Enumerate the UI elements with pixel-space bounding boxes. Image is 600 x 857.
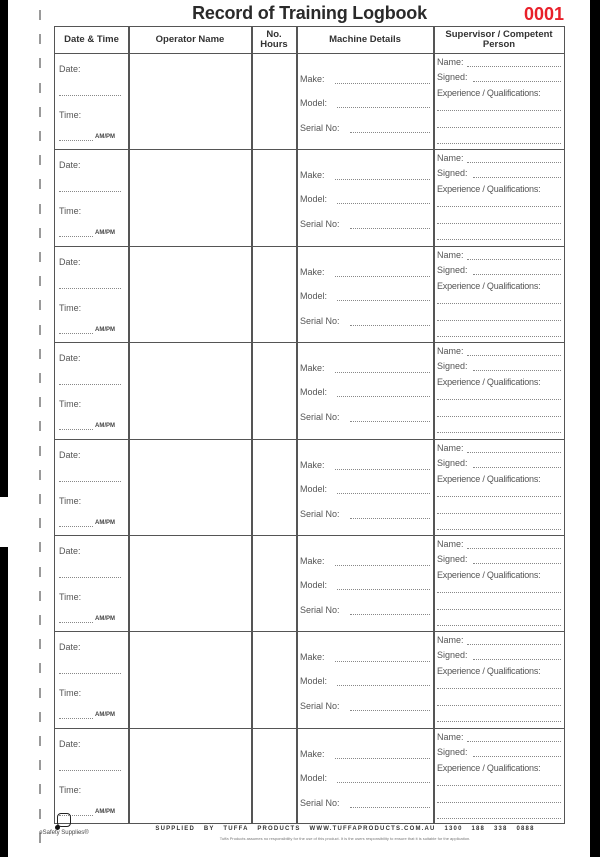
make-label: Make:: [300, 170, 325, 181]
header-machine-details: Machine Details: [329, 34, 401, 45]
model-field[interactable]: [337, 300, 430, 301]
perforation-mark: [39, 712, 41, 722]
model-field[interactable]: [337, 782, 430, 783]
experience-label: Experience / Qualifications:: [437, 184, 541, 195]
footer-disclaimer: Tuffa Products assumes no responsibility for the use of this product. It is the users responsibility to ensure that it is suitable for the application.: [219, 836, 471, 841]
perforation-mark: [39, 349, 41, 359]
footer-supplier: SUPPLIED BY TUFFA PRODUCTS: [155, 826, 301, 832]
model-label: Model:: [300, 676, 328, 687]
make-field[interactable]: [335, 276, 430, 277]
footer-phone: 1300 188 338: [444, 826, 508, 832]
experience-field-line-2[interactable]: [437, 705, 561, 706]
experience-field-line-2[interactable]: [437, 223, 561, 224]
serial-no-field[interactable]: [350, 518, 430, 519]
time-label: Time:: [59, 399, 82, 410]
experience-field-line-2[interactable]: [437, 609, 561, 610]
experience-field-line-1[interactable]: [437, 110, 561, 111]
footer-website: WWW.TUFFAPRODUCTS.COM.AU: [309, 826, 436, 832]
signed-label: Signed:: [437, 168, 468, 179]
supervisor-name-field[interactable]: [467, 355, 561, 356]
perforation-mark: [39, 228, 41, 238]
ampm-label: AM/PM: [95, 519, 115, 526]
perforation-mark: [39, 542, 41, 552]
experience-field-line-1[interactable]: [437, 688, 561, 689]
header-hours: No. Hours: [260, 29, 288, 50]
signed-label: Signed:: [437, 650, 468, 661]
supervisor-name-label: Name:: [437, 153, 464, 164]
hours-field[interactable]: [253, 440, 295, 535]
experience-label: Experience / Qualifications:: [437, 280, 541, 291]
perforation-mark: [39, 325, 41, 335]
time-field[interactable]: [59, 333, 93, 334]
hours-field[interactable]: [253, 247, 295, 342]
date-field[interactable]: [59, 481, 121, 482]
date-field[interactable]: [59, 384, 121, 385]
serial-no-label: Serial No:: [300, 605, 340, 615]
signed-label: Signed:: [437, 72, 468, 82]
ampm-label: AM/PM: [95, 616, 115, 622]
time-label: Time:: [59, 206, 82, 217]
date-label: Date:: [59, 64, 81, 74]
make-field[interactable]: [335, 372, 430, 373]
model-field[interactable]: [337, 685, 430, 686]
perforation-mark: [39, 494, 41, 504]
perforation-mark: [39, 131, 41, 141]
esafety-watermark: [28, 813, 100, 836]
table-header: [55, 27, 564, 54]
make-field[interactable]: [335, 469, 430, 470]
footer-code: 0888: [516, 826, 535, 832]
experience-label: Experience / Qualifications:: [437, 473, 541, 484]
serial-no-field[interactable]: [350, 132, 430, 133]
column-divider: [296, 27, 298, 823]
perforation-mark: [39, 397, 41, 407]
header-operator-name: Operator Name: [155, 34, 225, 45]
experience-field-line-3[interactable]: [437, 143, 561, 144]
date-label: Date:: [59, 353, 81, 364]
model-field[interactable]: [337, 107, 430, 108]
perforation-mark: [39, 639, 41, 649]
model-label: Model:: [300, 290, 328, 301]
model-label: Model:: [300, 580, 328, 590]
time-label: Time:: [59, 110, 82, 120]
signed-field[interactable]: [473, 177, 561, 178]
supervisor-name-field[interactable]: [467, 162, 561, 163]
experience-field-line-2[interactable]: [437, 802, 561, 803]
operator-name-field[interactable]: [130, 343, 250, 438]
experience-field-line-3[interactable]: [437, 818, 561, 819]
experience-field-line-3[interactable]: [437, 625, 561, 626]
date-label: Date:: [59, 449, 81, 460]
ampm-label: AM/PM: [95, 808, 115, 815]
header-date-time: Date & Time: [64, 34, 119, 45]
time-field[interactable]: [59, 236, 93, 237]
table-row: [55, 343, 564, 439]
operator-name-field[interactable]: [130, 150, 250, 245]
serial-no-label: Serial No:: [300, 508, 340, 519]
experience-field-line-2[interactable]: [437, 513, 561, 514]
experience-field-line-2[interactable]: [437, 416, 561, 417]
date-field[interactable]: [59, 577, 121, 578]
signed-field[interactable]: [473, 274, 561, 275]
perforation-mark: [39, 179, 41, 189]
supervisor-name-label: Name:: [437, 346, 464, 357]
experience-field-line-2[interactable]: [437, 320, 561, 321]
date-field[interactable]: [59, 770, 121, 771]
make-field[interactable]: [335, 179, 430, 180]
page-title: Record of Training Logbook: [192, 3, 427, 23]
hours-field[interactable]: [253, 729, 295, 825]
watermark-text: eSafety Supplies®: [39, 830, 89, 836]
serial-no-label: Serial No:: [300, 315, 340, 326]
footer-supplier-line: [110, 826, 580, 832]
perforation-mark: [39, 107, 41, 117]
perforation-mark: [39, 373, 41, 383]
perforation-mark: [39, 83, 41, 93]
table-row: [55, 440, 564, 536]
hours-field[interactable]: [253, 54, 295, 149]
signed-label: Signed:: [437, 746, 468, 757]
left-edge-bottom: [0, 547, 8, 857]
ampm-label: AM/PM: [95, 326, 115, 333]
perforation-mark: [39, 784, 41, 794]
perforation-mark: [39, 421, 41, 431]
experience-field-line-3[interactable]: [437, 721, 561, 722]
perforation-mark: [39, 155, 41, 165]
supervisor-name-label: Name:: [437, 635, 464, 646]
serial-no-field[interactable]: [350, 614, 430, 615]
serial-no-field[interactable]: [350, 325, 430, 326]
perforation-mark: [39, 736, 41, 746]
supervisor-name-label: Name:: [437, 57, 464, 67]
serial-no-label: Serial No:: [300, 412, 340, 423]
signed-label: Signed:: [437, 457, 468, 468]
supervisor-name-label: Name:: [437, 539, 464, 549]
signed-label: Signed:: [437, 264, 468, 275]
experience-field-line-3[interactable]: [437, 336, 561, 337]
operator-name-field[interactable]: [130, 247, 250, 342]
operator-name-field[interactable]: [130, 632, 250, 727]
serial-no-field[interactable]: [350, 807, 430, 808]
perforation-mark: [39, 34, 41, 44]
table-row: [55, 150, 564, 246]
model-field[interactable]: [337, 493, 430, 494]
date-label: Date:: [59, 546, 81, 556]
make-field[interactable]: [335, 565, 430, 566]
supervisor-name-label: Name:: [437, 731, 464, 742]
time-field[interactable]: [59, 429, 93, 430]
supervisor-name-field[interactable]: [467, 548, 561, 549]
ampm-label: AM/PM: [95, 134, 115, 140]
experience-field-line-1[interactable]: [437, 303, 561, 304]
column-divider: [433, 27, 435, 823]
signed-field[interactable]: [473, 756, 561, 757]
column-divider: [251, 27, 253, 823]
date-label: Date:: [59, 160, 81, 171]
perforation-mark: [39, 518, 41, 528]
serial-no-field[interactable]: [350, 421, 430, 422]
model-label: Model:: [300, 194, 328, 205]
time-label: Time:: [59, 688, 82, 699]
time-label: Time:: [59, 592, 82, 602]
model-field[interactable]: [337, 396, 430, 397]
model-label: Model:: [300, 483, 328, 494]
experience-field-line-1[interactable]: [437, 785, 561, 786]
make-label: Make:: [300, 652, 325, 663]
supervisor-name-field[interactable]: [467, 452, 561, 453]
operator-name-field[interactable]: [130, 729, 250, 825]
date-label: Date:: [59, 738, 81, 749]
model-label: Model:: [300, 772, 328, 783]
perforation-mark: [39, 10, 41, 20]
signed-field[interactable]: [473, 81, 561, 82]
serial-no-field[interactable]: [350, 228, 430, 229]
signed-field[interactable]: [473, 563, 561, 564]
experience-field-line-1[interactable]: [437, 496, 561, 497]
perforation-mark: [39, 204, 41, 214]
experience-field-line-1[interactable]: [437, 592, 561, 593]
perforation-mark: [39, 567, 41, 577]
supervisor-name-field[interactable]: [467, 66, 561, 67]
date-field[interactable]: [59, 191, 121, 192]
operator-name-field[interactable]: [130, 440, 250, 535]
perforation-mark: [39, 760, 41, 770]
experience-field-line-1[interactable]: [437, 399, 561, 400]
make-label: Make:: [300, 74, 325, 84]
signed-field[interactable]: [473, 659, 561, 660]
perforation-mark: [39, 446, 41, 456]
make-label: Make:: [300, 363, 325, 374]
hours-field[interactable]: [253, 632, 295, 727]
operator-name-field[interactable]: [130, 54, 250, 149]
experience-label: Experience / Qualifications:: [437, 88, 541, 98]
make-label: Make:: [300, 748, 325, 759]
left-edge-top: [0, 0, 8, 497]
experience-field-line-3[interactable]: [437, 432, 561, 433]
table-row: [55, 54, 564, 150]
signed-label: Signed:: [437, 554, 468, 564]
hours-field[interactable]: [253, 536, 295, 631]
column-divider: [128, 27, 130, 823]
date-field[interactable]: [59, 673, 121, 674]
perforation-mark: [39, 276, 41, 286]
serial-no-label: Serial No:: [300, 797, 340, 808]
signed-field[interactable]: [473, 370, 561, 371]
serial-no-label: Serial No:: [300, 123, 340, 133]
perforation-mark: [39, 615, 41, 625]
serial-no-label: Serial No:: [300, 219, 340, 230]
supervisor-name-label: Name:: [437, 249, 464, 260]
header-supervisor: Supervisor / Competent Person: [445, 29, 553, 50]
serial-no-label: Serial No:: [300, 701, 340, 712]
experience-label: Experience / Qualifications:: [437, 377, 541, 388]
table-row: [55, 247, 564, 343]
time-field[interactable]: [59, 140, 93, 141]
experience-label: Experience / Qualifications:: [437, 570, 541, 580]
experience-label: Experience / Qualifications:: [437, 762, 541, 773]
perforation-mark: [39, 58, 41, 68]
ampm-label: AM/PM: [95, 423, 115, 430]
signed-label: Signed:: [437, 361, 468, 372]
perforation-mark: [39, 688, 41, 698]
time-label: Time:: [59, 784, 82, 795]
make-field[interactable]: [335, 661, 430, 662]
time-field[interactable]: [59, 622, 93, 623]
table-row: [55, 729, 564, 825]
serial-number: 0001: [523, 4, 564, 24]
supervisor-name-field[interactable]: [467, 741, 561, 742]
make-field[interactable]: [335, 83, 430, 84]
time-label: Time:: [59, 302, 82, 313]
date-label: Date:: [59, 642, 81, 653]
ampm-label: AM/PM: [95, 712, 115, 719]
supervisor-name-field[interactable]: [467, 644, 561, 645]
hours-field[interactable]: [253, 150, 295, 245]
serial-no-field[interactable]: [350, 710, 430, 711]
signed-field[interactable]: [473, 467, 561, 468]
perforation-mark: [39, 591, 41, 601]
perforation-mark: [39, 470, 41, 480]
right-edge: [590, 0, 600, 857]
date-field[interactable]: [59, 95, 121, 96]
supervisor-name-label: Name:: [437, 442, 464, 453]
time-field[interactable]: [59, 526, 93, 527]
table-row: [55, 536, 564, 632]
model-label: Model:: [300, 98, 328, 108]
experience-label: Experience / Qualifications:: [437, 666, 541, 677]
time-label: Time:: [59, 495, 82, 506]
supervisor-name-field[interactable]: [467, 259, 561, 260]
experience-field-line-3[interactable]: [437, 529, 561, 530]
operator-name-field[interactable]: [130, 536, 250, 631]
make-field[interactable]: [335, 758, 430, 759]
model-label: Model:: [300, 387, 328, 398]
make-label: Make:: [300, 459, 325, 470]
experience-field-line-3[interactable]: [437, 239, 561, 240]
logbook-table: [54, 26, 565, 824]
model-field[interactable]: [337, 589, 430, 590]
make-label: Make:: [300, 266, 325, 277]
esafety-logo-icon: [57, 813, 71, 827]
perforation-mark: [39, 663, 41, 673]
hours-field[interactable]: [253, 343, 295, 438]
table-row: [55, 632, 564, 728]
perforation-mark: [39, 300, 41, 310]
make-label: Make:: [300, 556, 325, 566]
time-field[interactable]: [59, 718, 93, 719]
date-label: Date:: [59, 256, 81, 267]
date-field[interactable]: [59, 288, 121, 289]
model-field[interactable]: [337, 203, 430, 204]
experience-field-line-1[interactable]: [437, 206, 561, 207]
experience-field-line-2[interactable]: [437, 127, 561, 128]
ampm-label: AM/PM: [95, 230, 115, 237]
perforation-mark: [39, 252, 41, 262]
